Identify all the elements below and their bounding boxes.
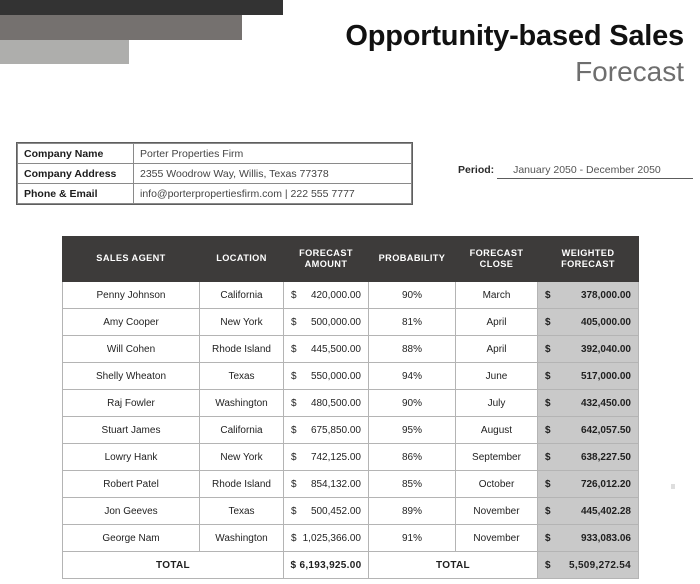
cell-forecast-close: March (456, 282, 538, 309)
cell-location: Washington (200, 390, 284, 417)
cell-forecast-amount (284, 282, 369, 309)
cell-forecast-close: April (456, 336, 538, 363)
table-row (63, 444, 639, 471)
cell-location: Rhode Island (200, 336, 284, 363)
cell-weighted-forecast (538, 525, 639, 552)
cell-weighted-forecast-value: 933,083.06 (580, 532, 631, 544)
cell-probability: 94% (369, 363, 456, 390)
currency-symbol: $ (545, 370, 551, 382)
company-info-row (18, 144, 412, 164)
cell-forecast-amount-value: 445,500.00 (310, 343, 361, 355)
cell-probability: 95% (369, 417, 456, 444)
company-info-table (17, 143, 412, 204)
cell-forecast-amount (284, 471, 369, 498)
forecast-table (62, 236, 639, 579)
cell-probability: 91% (369, 525, 456, 552)
cell-forecast-close: April (456, 309, 538, 336)
cell-sales-agent: George Nam (63, 525, 200, 552)
period-field (458, 164, 693, 179)
cell-forecast-close: November (456, 525, 538, 552)
cell-location: Texas (200, 498, 284, 525)
currency-symbol: $ (545, 343, 551, 355)
cell-forecast-amount-value: 550,000.00 (310, 370, 361, 382)
total-label-right: TOTAL (369, 552, 538, 579)
cell-weighted-forecast-value: 378,000.00 (580, 289, 631, 301)
currency-symbol: $ (545, 478, 551, 490)
table-body (63, 282, 639, 579)
company-info-value[interactable]: 2355 Woodrow Way, Willis, Texas 77378 (134, 164, 412, 184)
table-row (63, 336, 639, 363)
column-header-1[interactable] (200, 237, 284, 282)
cell-sales-agent: Penny Johnson (63, 282, 200, 309)
cell-weighted-forecast-value: 392,040.00 (580, 343, 631, 355)
cell-probability: 90% (369, 390, 456, 417)
cell-forecast-close: June (456, 363, 538, 390)
cell-weighted-forecast (538, 498, 639, 525)
cell-weighted-forecast-value: 638,227.50 (580, 451, 631, 463)
cell-forecast-close: August (456, 417, 538, 444)
cell-forecast-amount-value: 854,132.00 (310, 478, 361, 490)
cell-weighted-forecast (538, 363, 639, 390)
currency-symbol: $ (545, 559, 551, 571)
column-header-3[interactable] (369, 237, 456, 282)
cell-sales-agent: Will Cohen (63, 336, 200, 363)
currency-symbol: $ (545, 505, 551, 517)
column-header-line: FORECAST (299, 247, 353, 258)
total-forecast-amount: $ 6,193,925.00 (284, 552, 369, 579)
table-row (63, 309, 639, 336)
company-info-box (16, 142, 413, 205)
currency-symbol: $ (545, 397, 551, 409)
column-header-4[interactable] (456, 237, 538, 282)
cell-sales-agent: Jon Geeves (63, 498, 200, 525)
total-weighted-forecast-value: 5,509,272.54 (569, 559, 631, 571)
cell-weighted-forecast (538, 471, 639, 498)
column-header-line: FORECAST (469, 247, 524, 258)
table-row (63, 525, 639, 552)
cell-weighted-forecast-value: 445,402.28 (580, 505, 631, 517)
table-row (63, 282, 639, 309)
table-header-row (63, 237, 639, 282)
currency-symbol: $ (291, 397, 297, 409)
cell-weighted-forecast (538, 282, 639, 309)
currency-symbol: $ (291, 370, 297, 382)
cell-weighted-forecast (538, 309, 639, 336)
company-info-value[interactable]: Porter Properties Firm (134, 144, 412, 164)
page-title (345, 22, 684, 86)
cell-forecast-amount (284, 525, 369, 552)
currency-symbol: $ (291, 424, 297, 436)
table-header (63, 237, 639, 282)
cell-weighted-forecast-value: 726,012.20 (580, 478, 631, 490)
currency-symbol: $ (545, 532, 551, 544)
cell-forecast-amount-value: 675,850.00 (310, 424, 361, 436)
cell-location: Rhode Island (200, 471, 284, 498)
currency-symbol: $ (291, 451, 297, 463)
cell-weighted-forecast (538, 444, 639, 471)
total-label-left: TOTAL (63, 552, 284, 579)
currency-symbol: $ (545, 316, 551, 328)
cell-forecast-amount (284, 336, 369, 363)
decor-bar-mid (0, 15, 242, 40)
cell-sales-agent: Robert Patel (63, 471, 200, 498)
cell-probability: 81% (369, 309, 456, 336)
cell-forecast-amount-value: 1,025,366.00 (302, 532, 361, 544)
title-primary: Opportunity-based Sales (345, 20, 684, 52)
column-header-line: AMOUNT (304, 259, 348, 269)
period-label: Period: (458, 164, 495, 176)
cell-sales-agent: Shelly Wheaton (63, 363, 200, 390)
cell-forecast-amount-value: 742,125.00 (310, 451, 361, 463)
company-info-row (18, 184, 412, 204)
column-header-line: CLOSE (479, 259, 514, 269)
period-value[interactable]: January 2050 - December 2050 (497, 164, 693, 179)
cell-forecast-close: November (456, 498, 538, 525)
cell-location: California (200, 417, 284, 444)
table-row (63, 471, 639, 498)
company-info-label: Phone & Email (18, 184, 134, 204)
currency-symbol: $ (291, 478, 297, 490)
cell-probability: 89% (369, 498, 456, 525)
cell-location: Washington (200, 525, 284, 552)
column-header-line: SALES AGENT (96, 253, 166, 264)
cell-probability: 85% (369, 471, 456, 498)
column-header-line: LOCATION (216, 253, 267, 264)
cell-weighted-forecast (538, 390, 639, 417)
cell-forecast-amount (284, 390, 369, 417)
cell-sales-agent: Raj Fowler (63, 390, 200, 417)
table-row (63, 390, 639, 417)
cell-forecast-close: October (456, 471, 538, 498)
currency-symbol: $ (291, 505, 297, 517)
currency-symbol: $ (545, 289, 551, 301)
cell-sales-agent: Lowry Hank (63, 444, 200, 471)
column-header-5[interactable] (538, 237, 639, 282)
cell-forecast-amount-value: 480,500.00 (310, 397, 361, 409)
currency-symbol: $ (291, 343, 297, 355)
currency-symbol: $ (291, 289, 297, 301)
column-header-2[interactable] (284, 237, 369, 282)
table-row (63, 363, 639, 390)
cell-location: New York (200, 309, 284, 336)
company-info-label: Company Name (18, 144, 134, 164)
cell-probability: 86% (369, 444, 456, 471)
cell-location: Texas (200, 363, 284, 390)
cell-forecast-amount (284, 498, 369, 525)
company-info-row (18, 164, 412, 184)
cell-forecast-close: September (456, 444, 538, 471)
cell-weighted-forecast-value: 517,000.00 (580, 370, 631, 382)
cell-forecast-amount-value: 500,000.00 (310, 316, 361, 328)
cell-forecast-amount-value: 420,000.00 (310, 289, 361, 301)
cell-sales-agent: Amy Cooper (63, 309, 200, 336)
currency-symbol: $ (545, 424, 551, 436)
table-row (63, 498, 639, 525)
cell-forecast-close: July (456, 390, 538, 417)
cell-forecast-amount (284, 309, 369, 336)
company-info-value[interactable]: info@porterpropertiesfirm.com | 222 555 7777 (134, 184, 412, 204)
cell-location: California (200, 282, 284, 309)
column-header-line: PROBABILITY (378, 253, 446, 264)
cell-weighted-forecast-value: 642,057.50 (580, 424, 631, 436)
company-info-label: Company Address (18, 164, 134, 184)
cell-weighted-forecast-value: 405,000.00 (580, 316, 631, 328)
table-row (63, 417, 639, 444)
cell-forecast-amount (284, 417, 369, 444)
decor-bar-light (0, 40, 129, 64)
currency-symbol: $ (291, 316, 297, 328)
cell-probability: 90% (369, 282, 456, 309)
column-header-line: FORECAST (561, 259, 615, 269)
column-header-0[interactable] (63, 237, 200, 282)
cell-location: New York (200, 444, 284, 471)
cell-forecast-amount (284, 444, 369, 471)
currency-symbol: $ (291, 532, 297, 544)
page-artifact (671, 484, 675, 489)
cell-weighted-forecast (538, 336, 639, 363)
total-weighted-forecast (538, 552, 639, 579)
cell-weighted-forecast (538, 417, 639, 444)
column-header-line: WEIGHTED (561, 247, 615, 258)
cell-forecast-amount-value: 500,452.00 (310, 505, 361, 517)
table-total-row (63, 552, 639, 579)
cell-sales-agent: Stuart James (63, 417, 200, 444)
title-secondary: Forecast (575, 56, 684, 87)
cell-probability: 88% (369, 336, 456, 363)
currency-symbol: $ (545, 451, 551, 463)
cell-weighted-forecast-value: 432,450.00 (580, 397, 631, 409)
cell-forecast-amount (284, 363, 369, 390)
decor-bar-dark (0, 0, 283, 15)
